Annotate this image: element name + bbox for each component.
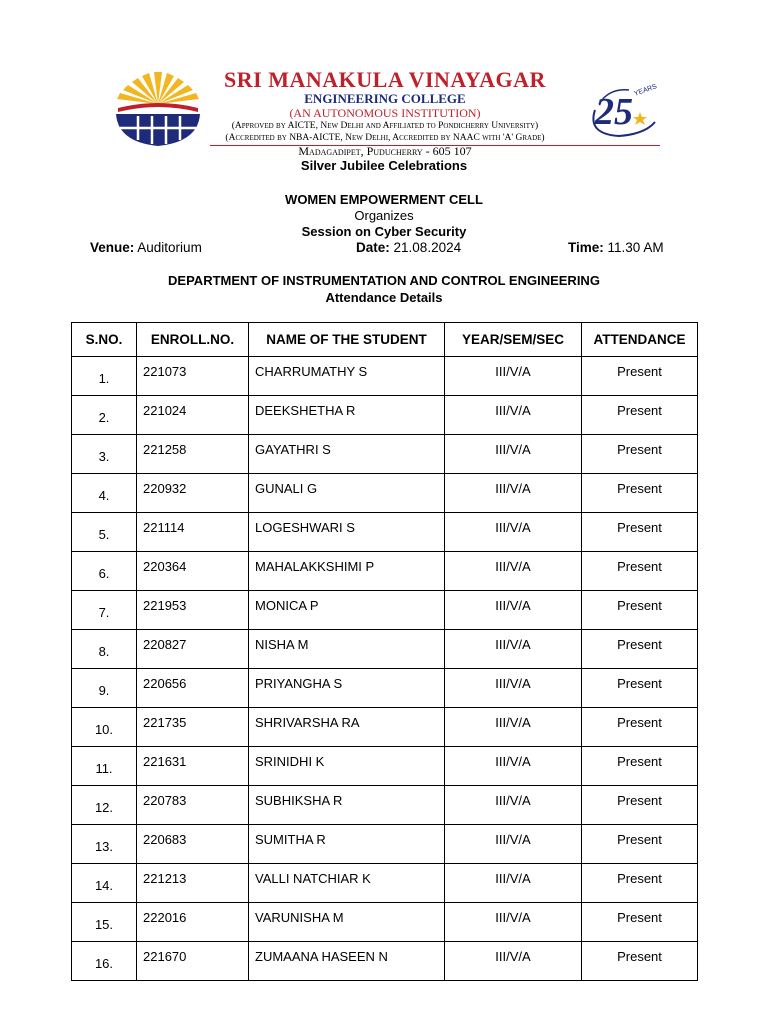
table-row <box>72 825 698 864</box>
time-info <box>568 240 664 255</box>
row-year-sem-sec: III/V/A <box>445 591 582 630</box>
celebration-title: Silver Jubilee Celebrations <box>300 158 468 173</box>
row-year-sem-sec: III/V/A <box>445 942 582 981</box>
row-student-name: NISHA M <box>249 630 445 669</box>
row-attendance: Present <box>582 708 698 747</box>
row-enroll-no: 221073 <box>137 357 249 396</box>
row-enroll-no: 221024 <box>137 396 249 435</box>
row-enroll-no: 222016 <box>137 903 249 942</box>
row-attendance: Present <box>582 825 698 864</box>
row-student-name: MONICA P <box>249 591 445 630</box>
row-enroll-no: 221953 <box>137 591 249 630</box>
row-sno: 10. <box>72 708 137 747</box>
row-student-name: PRIYANGHA S <box>249 669 445 708</box>
row-student-name: VARUNISHA M <box>249 903 445 942</box>
table-row <box>72 396 698 435</box>
row-sno: 7. <box>72 591 137 630</box>
row-enroll-no: 220932 <box>137 474 249 513</box>
department-title: DEPARTMENT OF INSTRUMENTATION AND CONTROL ENGINEERING <box>168 273 600 288</box>
time-label: Time: <box>568 240 604 255</box>
row-attendance: Present <box>582 669 698 708</box>
row-enroll-no: 220683 <box>137 825 249 864</box>
row-year-sem-sec: III/V/A <box>445 864 582 903</box>
row-attendance: Present <box>582 513 698 552</box>
letterhead-divider <box>210 145 660 146</box>
star-icon <box>633 112 647 125</box>
table-row <box>72 435 698 474</box>
row-year-sem-sec: III/V/A <box>445 396 582 435</box>
row-attendance: Present <box>582 474 698 513</box>
row-year-sem-sec: III/V/A <box>445 825 582 864</box>
row-enroll-no: 221631 <box>137 747 249 786</box>
row-year-sem-sec: III/V/A <box>445 474 582 513</box>
time-value: 11.30 AM <box>607 240 664 255</box>
row-attendance: Present <box>582 591 698 630</box>
table-row <box>72 474 698 513</box>
attendance-subtitle: Attendance Details <box>325 290 443 305</box>
row-student-name: GAYATHRI S <box>249 435 445 474</box>
row-sno: 5. <box>72 513 137 552</box>
row-year-sem-sec: III/V/A <box>445 630 582 669</box>
row-enroll-no: 220364 <box>137 552 249 591</box>
jubilee-years-label: YEARS <box>633 83 658 98</box>
row-student-name: SRINIDHI K <box>249 747 445 786</box>
row-sno: 2. <box>72 396 137 435</box>
row-sno: 1. <box>72 357 137 396</box>
college-subtitle: ENGINEERING COLLEGE <box>304 91 466 106</box>
row-sno: 16. <box>72 942 137 981</box>
autonomous-status: (AN AUTONOMOUS INSTITUTION) <box>289 106 481 120</box>
table-row <box>72 669 698 708</box>
row-enroll-no: 221213 <box>137 864 249 903</box>
row-enroll-no: 220827 <box>137 630 249 669</box>
row-student-name: MAHALAKKSHIMI P <box>249 552 445 591</box>
approval-line: (Approved by AICTE, New Delhi and Affiliated to Pondicherry University) <box>231 121 539 131</box>
date-value: 21.08.2024 <box>393 240 462 255</box>
row-attendance: Present <box>582 357 698 396</box>
row-sno: 15. <box>72 903 137 942</box>
row-enroll-no: 221670 <box>137 942 249 981</box>
row-year-sem-sec: III/V/A <box>445 786 582 825</box>
header-enroll: ENROLL.NO. <box>137 323 249 357</box>
table-row <box>72 513 698 552</box>
row-attendance: Present <box>582 396 698 435</box>
table-row <box>72 786 698 825</box>
row-sno: 9. <box>72 669 137 708</box>
row-sno: 11. <box>72 747 137 786</box>
header-attendance: ATTENDANCE <box>582 323 698 357</box>
college-logo <box>112 68 204 148</box>
accreditation-line: (Accredited by NBA-AICTE, New Delhi, Accredited by NAAC with 'A' Grade) <box>225 133 545 143</box>
row-student-name: CHARRUMATHY S <box>249 357 445 396</box>
row-sno: 8. <box>72 630 137 669</box>
table-row <box>72 942 698 981</box>
row-attendance: Present <box>582 630 698 669</box>
row-sno: 6. <box>72 552 137 591</box>
row-attendance: Present <box>582 747 698 786</box>
table-row <box>72 357 698 396</box>
row-sno: 12. <box>72 786 137 825</box>
cell-name: WOMEN EMPOWERMENT CELL <box>285 192 483 207</box>
row-attendance: Present <box>582 435 698 474</box>
row-student-name: SUMITHA R <box>249 825 445 864</box>
session-title: Session on Cyber Security <box>301 224 467 239</box>
row-attendance: Present <box>582 903 698 942</box>
venue-label: Venue: <box>90 240 135 255</box>
row-year-sem-sec: III/V/A <box>445 747 582 786</box>
row-student-name: GUNALI G <box>249 474 445 513</box>
row-student-name: VALLI NATCHIAR K <box>249 864 445 903</box>
row-student-name: SHRIVARSHA RA <box>249 708 445 747</box>
attendance-table <box>71 322 698 981</box>
row-student-name: SUBHIKSHA R <box>249 786 445 825</box>
row-attendance: Present <box>582 864 698 903</box>
table-row <box>72 864 698 903</box>
row-year-sem-sec: III/V/A <box>445 708 582 747</box>
table-row <box>72 552 698 591</box>
table-header-row <box>72 323 698 357</box>
row-student-name: DEEKSHETHA R <box>249 396 445 435</box>
jubilee-number: 25 <box>595 91 633 133</box>
row-student-name: ZUMAANA HASEEN N <box>249 942 445 981</box>
row-enroll-no: 220783 <box>137 786 249 825</box>
header-name: NAME OF THE STUDENT <box>249 323 445 357</box>
row-enroll-no: 221735 <box>137 708 249 747</box>
row-enroll-no: 220656 <box>137 669 249 708</box>
row-year-sem-sec: III/V/A <box>445 357 582 396</box>
row-enroll-no: 221114 <box>137 513 249 552</box>
college-name: SRI MANAKULA VINAYAGAR <box>224 67 546 92</box>
row-sno: 3. <box>72 435 137 474</box>
row-enroll-no: 221258 <box>137 435 249 474</box>
table-row <box>72 630 698 669</box>
table-row <box>72 708 698 747</box>
row-sno: 14. <box>72 864 137 903</box>
organizes-text: Organizes <box>354 208 414 223</box>
table-row <box>72 747 698 786</box>
header-sno: S.NO. <box>72 323 137 357</box>
table-row <box>72 903 698 942</box>
row-attendance: Present <box>582 786 698 825</box>
table-row <box>72 591 698 630</box>
row-year-sem-sec: III/V/A <box>445 513 582 552</box>
row-attendance: Present <box>582 942 698 981</box>
row-attendance: Present <box>582 552 698 591</box>
silver-jubilee-logo <box>585 82 661 138</box>
college-address: Madagadipet, Puducherry - 605 107 <box>298 144 472 158</box>
header-year-sem-sec: YEAR/SEM/SEC <box>445 323 582 357</box>
row-sno: 13. <box>72 825 137 864</box>
row-student-name: LOGESHWARI S <box>249 513 445 552</box>
row-year-sem-sec: III/V/A <box>445 552 582 591</box>
date-info <box>356 240 461 255</box>
venue-value: Auditorium <box>137 240 202 255</box>
row-year-sem-sec: III/V/A <box>445 669 582 708</box>
row-year-sem-sec: III/V/A <box>445 435 582 474</box>
venue-info <box>90 240 202 255</box>
date-label: Date: <box>356 240 390 255</box>
row-year-sem-sec: III/V/A <box>445 903 582 942</box>
row-sno: 4. <box>72 474 137 513</box>
